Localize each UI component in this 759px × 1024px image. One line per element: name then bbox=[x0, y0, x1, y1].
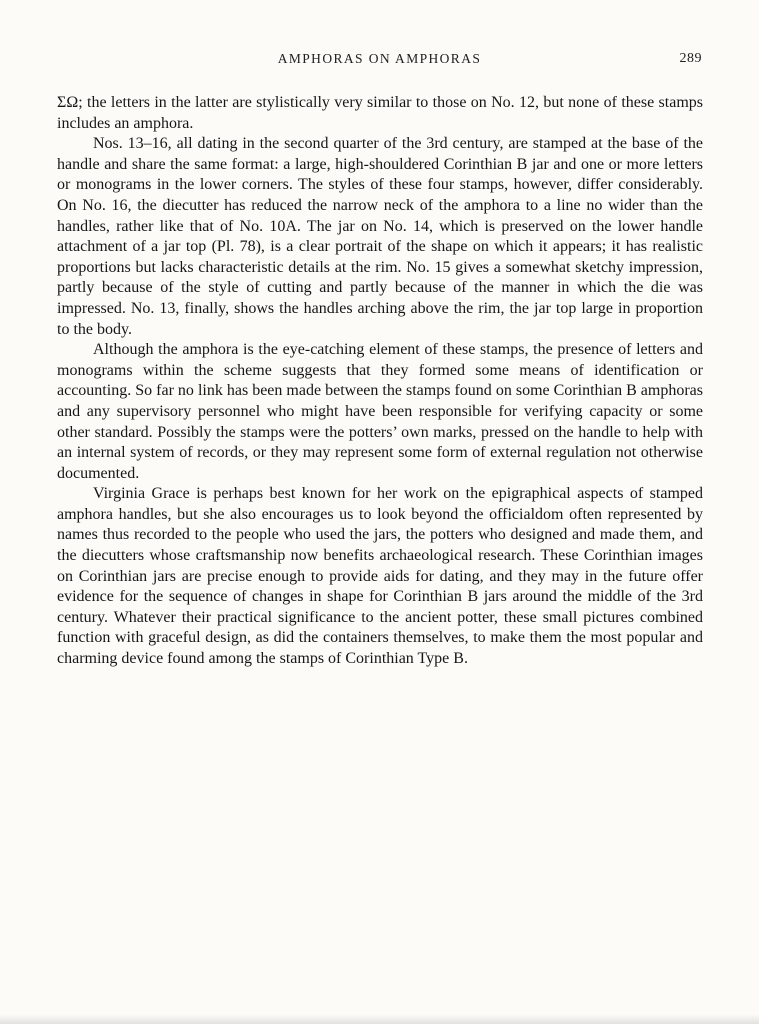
paragraph: ΣΩ; the letters in the latter are stylistically very similar to those on No. 12, but none of these stamps includes an amphora. bbox=[57, 94, 703, 132]
paragraph: Nos. 13–16, all dating in the second quarter of the 3rd century, are stamped at the base of the handle and share the same format: a large, high-shouldered Corinthian B jar and one or more letters or monograms in the lower corners. The styles of these four stamps, however, differ considerably. On No. 16, the diecutter has reduced the narrow neck of the amphora to a line no wider than the handles, rather like that of No. 10A. The jar on No. 14, which is preserved on the lower handle attachment of a jar top (Pl. 78), is a clear portrait of the shape on which it appears; it has realistic proportions but lacks characteristic details at the rim. No. 15 gives a somewhat sketchy impression, partly because of the style of cutting and partly because of the manner in which the die was impressed. No. 13, finally, shows the handles arching above the rim, the jar top large in proportion to the body. bbox=[57, 135, 703, 338]
running-title: AMPHORAS ON AMPHORAS bbox=[277, 51, 482, 66]
body-text bbox=[57, 93, 703, 670]
paragraph: Although the amphora is the eye-catching element of these stamps, the presence of letters and monograms within the scheme suggests that they formed some means of identification or accounting. So far no link has been made between the stamps found on some Corinthian B amphoras and any supervisory personnel who might have been responsible for verifying capacity or some other standard. Possibly the stamps were the potters’ own marks, pressed on the handle to help with an internal system of records, or they may represent some form of external regulation not otherwise documented. bbox=[57, 341, 703, 482]
paragraph: Virginia Grace is perhaps best known for her work on the epigraphical aspects of stamped amphora handles, but she also encourages us to look beyond the officialdom often represented by names thus recorded to the people who used the jars, the potters who designed and made them, and the diecutters whose craftsmanship now benefits archaeological research. These Corinthian images on Corinthian jars are precise enough to provide aids for dating, and they may in the future offer evidence for the sequence of changes in shape for Corinthian B jars around the middle of the 3rd century. Whatever their practical significance to the ancient potter, these small pictures combined function with graceful design, as did the containers themselves, to make them the most popular and charming device found among the stamps of Corinthian Type B. bbox=[57, 485, 703, 668]
page-header bbox=[57, 51, 702, 69]
page-number: 289 bbox=[679, 51, 702, 66]
